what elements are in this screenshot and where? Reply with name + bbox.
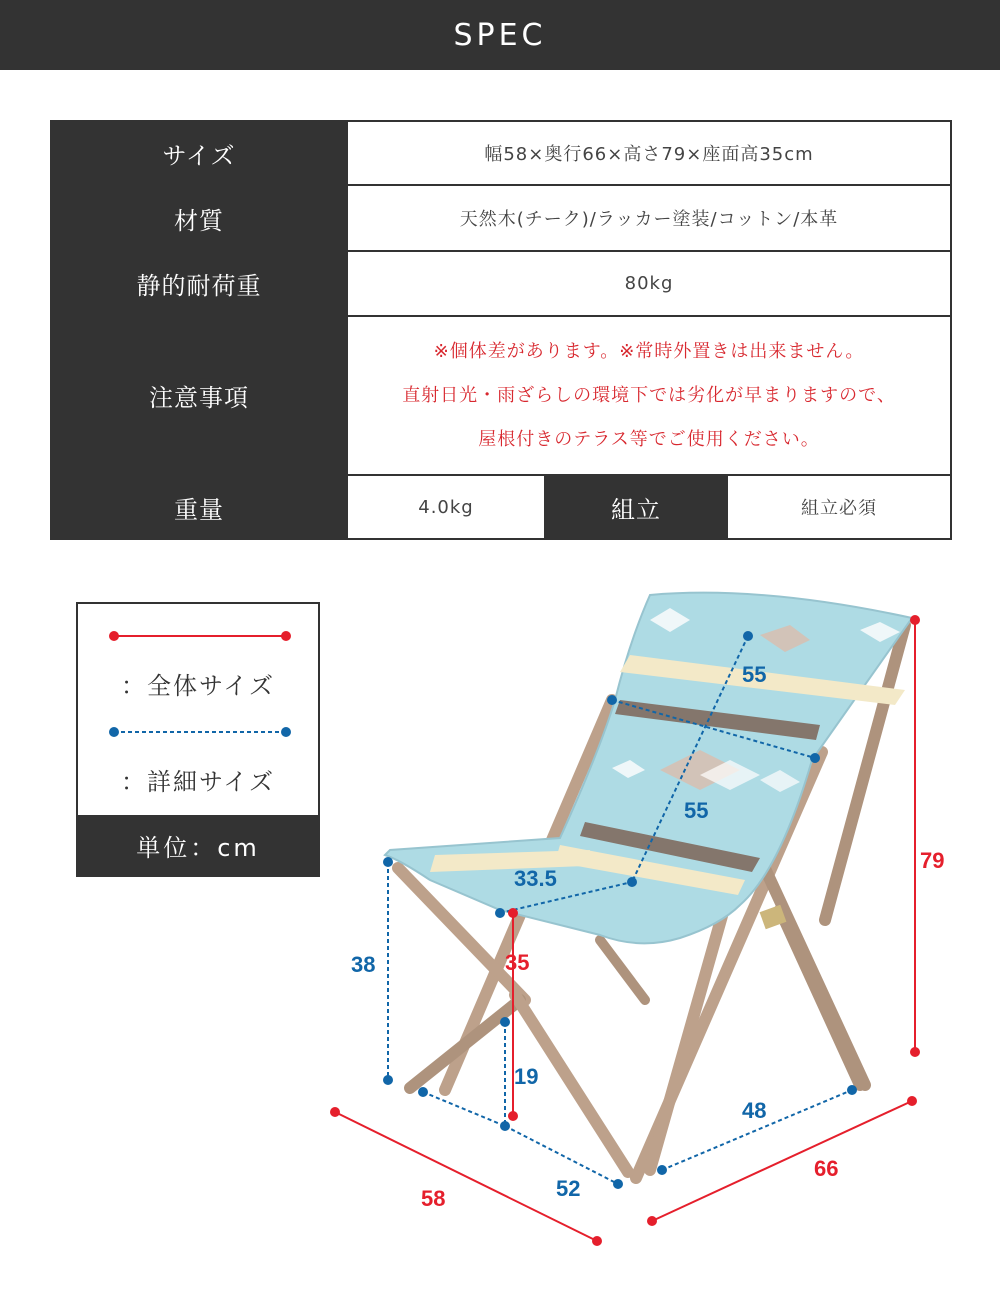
load-label: 静的耐荷重 [51, 251, 347, 316]
dim-width: 58 [421, 1186, 446, 1211]
material-value: 天然木(チーク)/ラッカー塗装/コットン/本革 [347, 185, 951, 251]
dim-height: 79 [920, 848, 945, 873]
caution-line-3: 屋根付きのテラス等でご使用ください。 [478, 428, 820, 450]
caution-line-2: 直射日光・雨ざらしの環境下では劣化が早まりますので、 [402, 384, 896, 406]
caution-note [347, 316, 951, 475]
spec-row-load [51, 251, 951, 316]
material-label: 材質 [51, 185, 347, 251]
dim-seat-depth: 33.5 [514, 866, 557, 891]
chair-illustration [385, 593, 912, 1178]
size-label: サイズ [51, 121, 347, 185]
dim-base-side: 48 [742, 1098, 767, 1123]
dim-back-lower: 55 [684, 798, 709, 823]
weight-value: 4.0kg [347, 475, 545, 539]
spec-table [50, 120, 952, 540]
unit-label: 単位：cm [78, 815, 318, 875]
spec-header [0, 0, 1000, 70]
detail-size-label: ：詳細サイズ [120, 768, 276, 796]
assembly-label: 組立 [545, 475, 727, 539]
assembly-value: 組立必須 [727, 475, 951, 539]
dim-depth: 66 [814, 1156, 839, 1181]
chair-dimension-diagram [0, 560, 1000, 1294]
caution-line-1: ※個体差があります。※常時外置きは出来ません。 [433, 340, 865, 362]
spec-title: SPEC [453, 17, 547, 53]
spec-row-weight [51, 475, 951, 539]
dim-front-height: 38 [351, 952, 376, 977]
spec-row-material [51, 185, 951, 251]
dim-frame-height: 19 [514, 1064, 539, 1089]
caution-label: 注意事項 [51, 316, 347, 475]
dim-base-front: 52 [556, 1176, 581, 1201]
spec-row-size [51, 121, 951, 185]
overall-size-label: ：全体サイズ [120, 672, 276, 700]
dim-back-upper: 55 [742, 662, 767, 687]
dim-seat-height: 35 [505, 950, 530, 975]
weight-label: 重量 [51, 475, 347, 539]
spec-row-caution [51, 316, 951, 475]
load-value: 80kg [347, 251, 951, 316]
size-value: 幅58×奥行66×高さ79×座面高35cm [347, 121, 951, 185]
